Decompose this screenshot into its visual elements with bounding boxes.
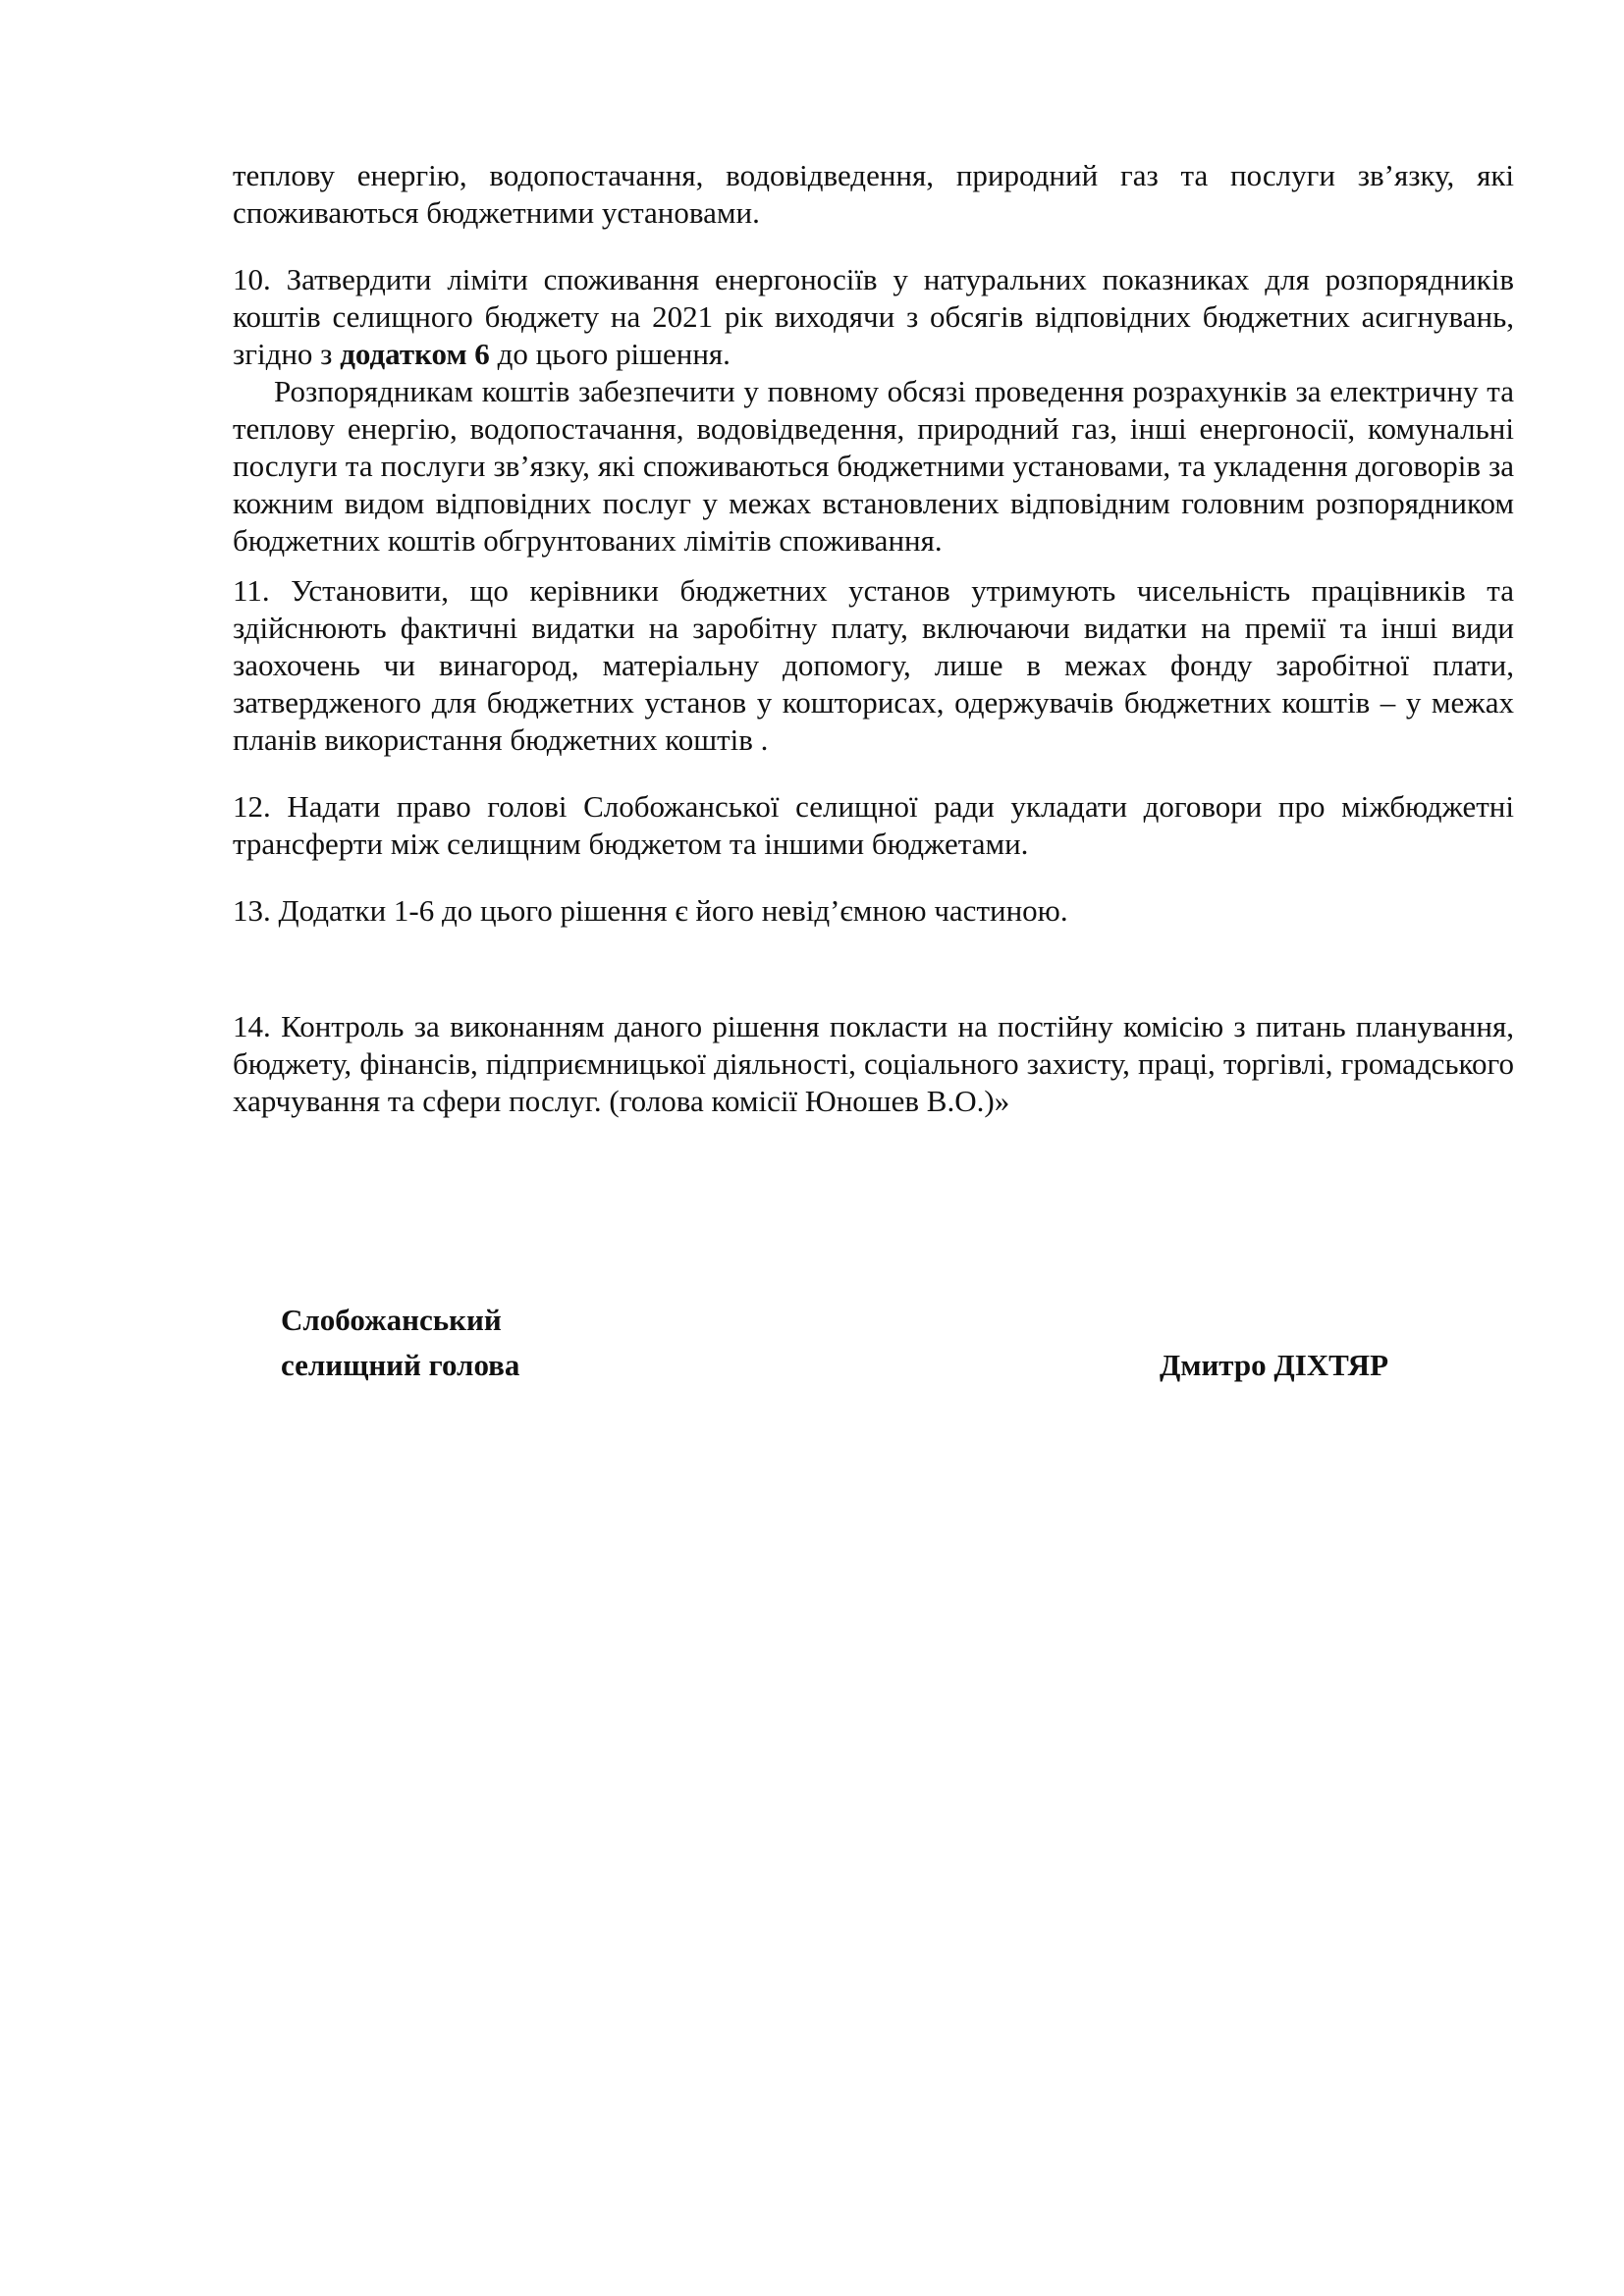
signature-title-line-1: Слобожанський bbox=[281, 1303, 502, 1337]
paragraph-12: 12. Надати право голові Слобожанської селищної ради укладати договори про міжбюджетні трансферти між селищним бюджетом та іншими бюджетами. bbox=[233, 789, 1514, 861]
signature-title bbox=[281, 1298, 519, 1388]
paragraph-10-bold-reference: додатком 6 bbox=[340, 337, 490, 371]
paragraph-10-text-end: до цього рішення. bbox=[489, 337, 731, 371]
paragraph-11: 11. Установити, що керівники бюджетних установ утримують чисельність працівників та здійснюють фактичні видатки на заробітну плату, включаючи видатки на премії та інші види заохочень чи винагород, матеріальну допомогу, лише в межах фонду заробітної плати, затвердженого для бюджетних установ у кошторисах, одержувачів бюджетних коштів – у межах планів використання бюджетних коштів . bbox=[233, 573, 1514, 757]
paragraph-10 bbox=[233, 261, 1514, 373]
signature-name: Дмитро ДІХТЯР bbox=[1160, 1348, 1388, 1382]
paragraph-14: 14. Контроль за виконанням даного рішення покласти на постійну комісію з питань планування, бюджету, фінансів, підприємницької діяльності, соціального захисту, праці, торгівлі, громадського харчування та сфери послуг. (голова комісії Юношев В.О.)» bbox=[233, 1009, 1514, 1118]
paragraph-13: 13. Додатки 1-6 до цього рішення є його невід’ємною частиною. bbox=[233, 893, 1068, 928]
document-body bbox=[233, 157, 1514, 1120]
paragraph-10-text: 10. Затвердити ліміти споживання енергоносіїв у натуральних показниках для розпорядників коштів селищного бюджету на 2021 рік виходячи з обсягів відповідних бюджетних асигнувань, згідно з bbox=[233, 262, 1514, 371]
paragraph-10-continued: Розпорядникам коштів забезпечити у повному обсязі проведення розрахунків за електричну та теплову енергію, водопостачання, водовідведення, природний газ, інші енергоносії, комунальні послуги та послуги зв’язку, які споживаються бюджетними установами, та укладення договорів за кожним видом відповідних послуг у межах встановлених відповідним головним розпорядником бюджетних коштів обгрунтованих лімітів споживання. bbox=[233, 374, 1514, 558]
signature-title-line-2: селищний голова bbox=[281, 1348, 520, 1382]
paragraph-continuation: теплову енергію, водопостачання, водовідведення, природний газ та послуги зв’язку, які споживаються бюджетними установами. bbox=[233, 158, 1514, 230]
